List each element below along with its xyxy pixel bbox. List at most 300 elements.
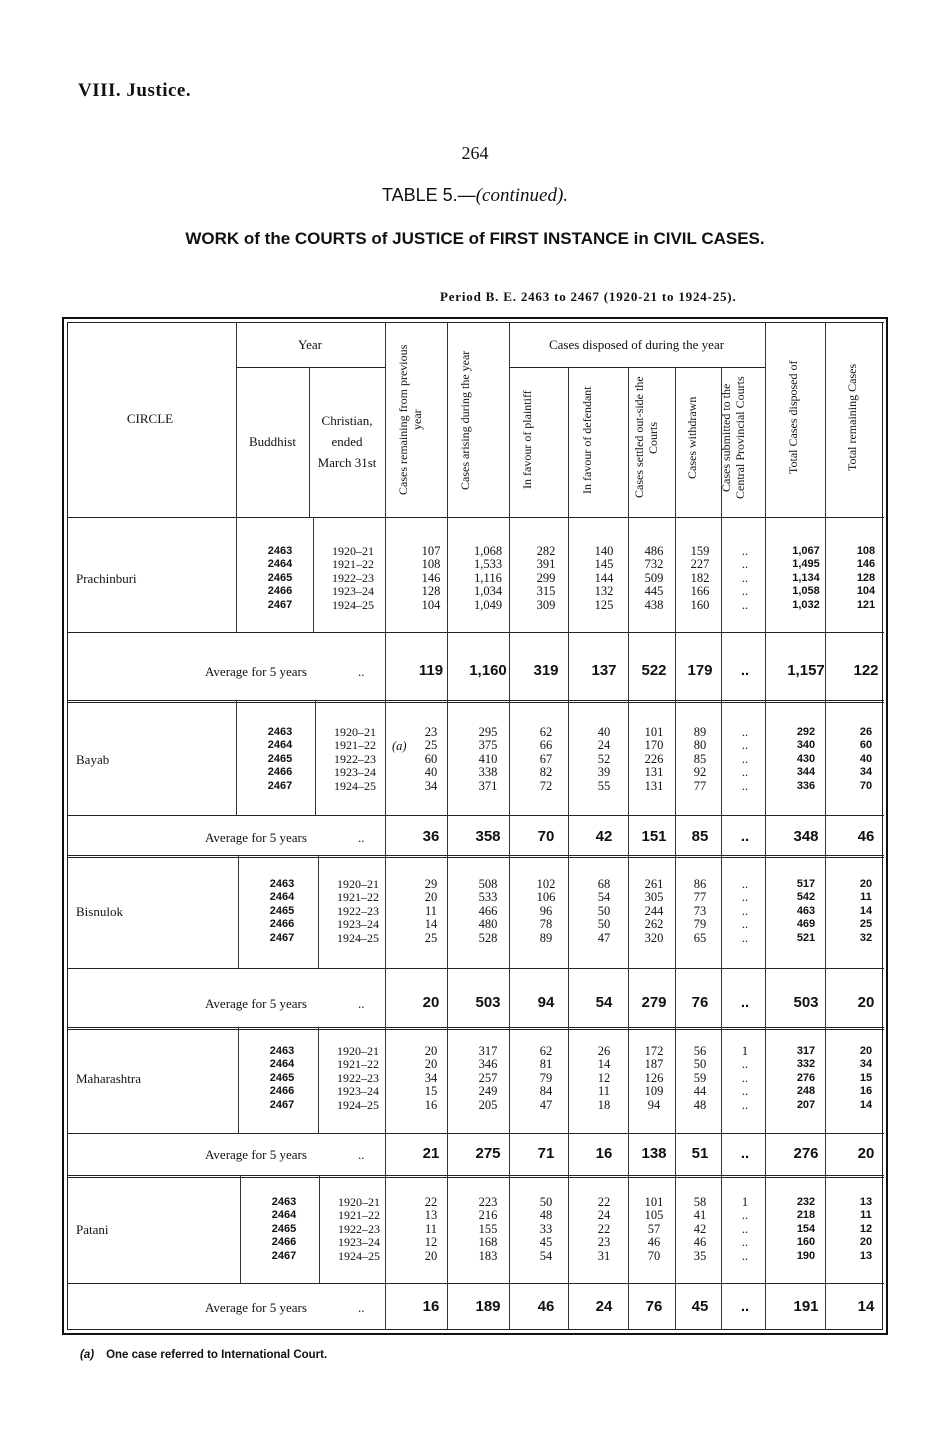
table-cell-defendant: 24 [597,738,611,753]
christian-year: 1921–22 [332,557,374,572]
table-cell-arising: 371 [478,778,498,793]
column-divider [313,517,314,632]
table-cell-total-remaining: 11 [860,1209,872,1222]
header-total-remaining: Total remaining Cases [845,363,859,472]
table-cell-settled: 438 [644,597,664,612]
disposed-subheader-rule [509,367,765,368]
header-circle: CIRCLE [126,411,174,426]
table-cell-defendant: 40 [597,725,611,739]
table-cell-plaintiff: 106 [536,890,556,905]
table-cell-remaining-prev: 22 [424,1195,438,1209]
average-value-plaintiff: 70 [537,828,555,845]
average-rule [67,1133,884,1134]
table-cell-total-remaining: 11 [860,891,872,904]
average-label-dots: .. [358,996,365,1011]
table-cell-total-remaining: 40 [859,752,873,765]
circle-name: Bisnulok [76,904,123,919]
table-cell-defendant: 52 [597,751,611,766]
table-cell-total-disposed: 340 [796,739,816,752]
table-cell-remaining-prev: 11 [424,903,438,918]
table-cell-total-remaining: 104 [856,585,876,598]
header-christian-line1: Christian, [321,413,373,428]
christian-year: 1920–21 [337,877,379,891]
buddhist-year: 2464 [267,558,293,571]
table-cell-submitted: .. [741,570,749,585]
table-cell-remaining-prev: 104 [421,597,441,612]
table-cell-plaintiff: 299 [536,570,556,585]
table-cell-withdrawn: 80 [693,738,707,753]
table-cell-total-disposed: 469 [796,918,816,931]
average-value-remaining-prev: 21 [422,1145,440,1162]
header-divider [509,323,510,517]
average-value-total-remaining: 20 [857,994,875,1011]
table-cell-settled: 170 [644,738,664,753]
buddhist-year: 2463 [269,878,295,890]
header-divider [236,323,237,517]
table-cell-defendant: 26 [597,1044,611,1058]
table-cell-withdrawn: 160 [690,597,710,612]
table-cell-arising: 533 [478,890,498,905]
table-cell-defendant: 54 [597,890,611,905]
table-cell-defendant: 50 [597,917,611,932]
table-cell-total-remaining: 146 [856,558,876,571]
table-cell-total-remaining: 60 [859,739,873,752]
average-value-plaintiff: 94 [537,994,555,1011]
average-value-defendant: 42 [595,828,613,845]
table-cell-plaintiff: 62 [539,1044,553,1058]
table-cell-arising: 508 [478,877,498,891]
header-divider [309,367,310,517]
table-cell-settled: 105 [644,1208,664,1223]
table-cell-arising: 257 [478,1070,498,1085]
table-cell-withdrawn: 46 [693,1235,707,1250]
table-cell-remaining-prev: 13 [424,1208,438,1223]
buddhist-year: 2466 [267,766,293,779]
buddhist-year: 2466 [269,1085,295,1098]
table-cell-total-disposed: 1,067 [792,545,820,557]
table-cell-remaining-prev: 20 [424,1057,438,1072]
table-cell-total-disposed: 542 [796,891,816,904]
table-cell-total-disposed: 1,058 [792,585,820,598]
table-cell-total-remaining: 32 [859,931,873,944]
table-cell-settled: 445 [644,584,664,599]
table-cell-arising: 375 [478,738,498,753]
table-cell-settled: 70 [647,1248,661,1263]
christian-year: 1924–25 [338,1248,380,1263]
table-cell-remaining-prev: 20 [424,890,438,905]
table-title-main: TABLE 5.— [381,185,476,205]
average-value-defendant: 24 [595,1298,613,1315]
period-line: Period B. E. 2463 to 2467 (1920-21 to 1924-25). [440,289,737,304]
buddhist-year: 2465 [267,571,293,584]
table-cell-arising: 317 [478,1044,498,1058]
table-cell-submitted: .. [741,917,749,932]
table-cell-arising: 480 [478,917,498,932]
average-value-submitted: .. [740,828,750,845]
table-cell-settled: 262 [644,917,664,932]
table-cell-total-remaining: 121 [856,598,876,611]
table-cell-total-remaining: 13 [859,1196,873,1208]
header-divider [825,323,826,517]
average-value-submitted: .. [740,1145,750,1162]
header-remaining-prev: Cases remaining from previous year [396,344,424,496]
christian-year: 1923–24 [332,584,374,599]
table-cell-defendant: 125 [594,597,614,612]
table-cell-total-disposed: 248 [796,1085,816,1098]
table-cell-settled: 126 [644,1070,664,1085]
table-cell-total-remaining: 108 [856,545,876,557]
table-cell-total-disposed: 207 [796,1098,816,1111]
header-christian-line3: March 31st [317,455,377,470]
circle-block-rule [67,700,884,703]
average-value-withdrawn: 51 [691,1145,709,1162]
average-label: Average for 5 years [205,664,307,679]
buddhist-year: 2465 [269,904,295,917]
christian-year: 1923–24 [337,917,379,932]
table-cell-arising: 183 [478,1248,498,1263]
table-cell-defendant: 140 [594,544,614,558]
buddhist-year: 2464 [269,1058,295,1071]
table-cell-settled: 94 [647,1097,661,1112]
table-cell-plaintiff: 282 [536,544,556,558]
table-cell-plaintiff: 84 [539,1084,553,1099]
table-cell-settled: 244 [644,903,664,918]
table-cell-plaintiff: 79 [539,1070,553,1085]
table-cell-defendant: 22 [597,1195,611,1209]
buddhist-year: 2466 [267,585,293,598]
buddhist-year: 2463 [267,726,293,738]
table-cell-total-remaining: 15 [859,1071,873,1084]
table-cell-defendant: 68 [597,877,611,891]
table-cell-remaining-prev: 23 [424,725,438,739]
table-cell-total-disposed: 276 [796,1071,816,1084]
table-cell-plaintiff: 47 [539,1097,553,1112]
table-cell-arising: 1,068 [473,544,503,558]
table-cell-submitted: .. [741,1248,749,1263]
christian-year: 1924–25 [334,778,376,793]
table-cell-settled: 187 [644,1057,664,1072]
table-cell-settled: 486 [644,544,664,558]
table-cell-total-remaining: 20 [859,878,873,890]
footnote-marker: (a) [80,1349,95,1361]
average-value-withdrawn: 76 [691,994,709,1011]
average-value-plaintiff: 71 [537,1145,555,1162]
average-value-defendant: 54 [595,994,613,1011]
table-cell-arising: 205 [478,1097,498,1112]
table-cell-arising: 1,034 [473,584,503,599]
footnote-text: One case referred to International Court. [106,1349,328,1361]
table-cell-settled: 101 [644,1195,664,1209]
table-cell-submitted: .. [741,1070,749,1085]
header-withdrawn: Cases withdrawn [685,396,699,479]
table-cell-plaintiff: 82 [539,765,553,780]
table-cell-remaining-prev: 25 [424,930,438,945]
table-cell-submitted: .. [741,544,749,558]
header-divider [628,367,629,517]
table-cell-defendant: 145 [594,557,614,572]
table-cell-defendant: 50 [597,903,611,918]
christian-year: 1924–25 [337,930,379,945]
christian-year: 1923–24 [338,1235,380,1250]
table-cell-submitted: .. [741,903,749,918]
table-cell-total-remaining: 12 [859,1222,873,1235]
table-cell-submitted: .. [741,1084,749,1099]
circle-block-rule [67,855,884,858]
average-value-defendant: 16 [595,1145,613,1162]
header-rule [67,322,884,323]
table-title-continued: (continued). [475,185,569,206]
table-cell-total-disposed: 332 [796,1058,816,1071]
table-cell-withdrawn: 77 [693,778,707,793]
average-value-plaintiff: 46 [537,1298,555,1315]
table-cell-arising: 528 [478,930,498,945]
table-cell-total-disposed: 521 [796,931,816,944]
column-divider [319,1175,320,1283]
christian-year: 1924–25 [332,597,374,612]
average-value-withdrawn: 45 [691,1298,709,1315]
column-divider [236,517,237,632]
table-cell-total-remaining: 14 [859,1098,873,1111]
average-value-total-disposed: 276 [793,1145,819,1162]
table-cell-withdrawn: 79 [693,917,707,932]
table-subtitle: WORK of the COURTS of JUSTICE of FIRST INSTANCE in CIVIL CASES. [185,229,765,248]
header-year: Year [298,337,322,352]
table-cell-total-disposed: 190 [796,1249,816,1262]
circle-name: Prachinburi [76,571,137,586]
table-cell-total-disposed: 317 [796,1045,816,1057]
table-cell-withdrawn: 77 [693,890,707,905]
table-cell-settled: 261 [644,877,664,891]
christian-year: 1920–21 [334,725,376,739]
circle-block-rule [67,1175,884,1178]
table-cell-remaining-prev: 20 [424,1044,438,1058]
column-divider [236,700,237,815]
table-cell-total-disposed: 232 [796,1196,816,1208]
table-title [0,185,950,207]
table-cell-total-disposed: 1,032 [792,598,820,611]
table-cell-submitted: .. [741,1235,749,1250]
table-cell-total-remaining: 20 [859,1236,873,1249]
table-cell-remaining-prev: 14 [424,917,438,932]
buddhist-year: 2465 [267,752,293,765]
table-cell-defendant: 22 [597,1221,611,1236]
header-settled-outside: Cases settled out-side the Courts [632,376,660,499]
table-cell-submitted: .. [741,890,749,905]
table-cell-settled: 131 [644,778,664,793]
header-favour-plaintiff: In favour of plaintiff [520,390,534,490]
table-cell-settled: 109 [644,1084,664,1099]
table-cell-remaining-prev: 128 [421,584,441,599]
christian-year: 1921–22 [337,890,379,905]
header-divider [675,367,676,517]
table-cell-submitted: .. [741,1221,749,1236]
average-value-settled: 151 [641,828,667,845]
table-cell-defendant: 132 [594,584,614,599]
table-cell-defendant: 31 [597,1248,611,1263]
average-label: Average for 5 years [205,1300,307,1315]
table-cell-arising: 295 [478,725,498,739]
buddhist-year: 2467 [267,779,293,792]
christian-year: 1922–23 [334,751,376,766]
table-cell-defendant: 23 [597,1235,611,1250]
column-divider [238,855,239,968]
table-cell-plaintiff: 45 [539,1235,553,1250]
table-cell-remaining-prev: 16 [424,1097,438,1112]
table-cell-total-remaining: 20 [859,1045,873,1057]
table-cell-arising: 168 [478,1235,498,1250]
average-label: Average for 5 years [205,1147,307,1162]
header-christian-line2: ended [331,434,363,449]
table-cell-remaining-prev: 11 [424,1221,438,1236]
average-label-dots: .. [358,1147,365,1162]
circle-name: Patani [76,1222,109,1237]
header-divider [765,323,766,517]
average-label-dots: .. [358,664,365,679]
table-cell-settled: 46 [647,1235,661,1250]
table-cell-arising: 1,533 [473,557,503,572]
column-divider [315,700,316,815]
table-cell-total-disposed: 1,134 [792,571,820,584]
table-cell-total-disposed: 218 [796,1209,816,1222]
buddhist-year: 2463 [271,1196,297,1208]
average-value-submitted: .. [740,994,750,1011]
table-cell-submitted: .. [741,1208,749,1223]
footnote [80,1349,327,1361]
table-cell-plaintiff: 54 [539,1248,553,1263]
table-cell-withdrawn: 41 [693,1208,707,1223]
buddhist-year: 2463 [267,545,293,557]
header-arising: Cases arising during the year [458,350,472,490]
table-cell-defendant: 18 [597,1097,611,1112]
buddhist-year: 2466 [271,1236,297,1249]
table-cell-arising: 223 [478,1195,498,1209]
buddhist-year: 2464 [269,891,295,904]
table-cell-arising: 155 [478,1221,498,1236]
table-cell-withdrawn: 86 [693,877,707,891]
table-cell-total-disposed: 1,495 [792,558,820,571]
table-cell-submitted: .. [741,877,749,891]
christian-year: 1920–21 [332,544,374,558]
table-cell-plaintiff: 96 [539,903,553,918]
table-cell-remaining-prev: 34 [424,1070,438,1085]
table-cell-submitted: .. [741,765,749,780]
header-divider [447,323,448,517]
table-cell-remaining-prev: 40 [424,765,438,780]
table-cell-submitted: .. [741,725,749,739]
christian-year: 1923–24 [337,1084,379,1099]
table-cell-remaining-prev: 60 [424,751,438,766]
average-value-remaining-prev: 16 [422,1298,440,1315]
table-cell-remaining-prev: 29 [424,877,438,891]
table-cell-withdrawn: 50 [693,1057,707,1072]
table-cell-remaining-prev: 25 [424,738,438,753]
table-cell-submitted: .. [741,930,749,945]
average-value-total-remaining: 46 [857,828,875,845]
christian-year: 1922–23 [337,903,379,918]
table-cell-arising: 249 [478,1084,498,1099]
table-cell-defendant: 144 [594,570,614,585]
table-cell-submitted: .. [741,557,749,572]
table-cell-plaintiff: 391 [536,557,556,572]
table-cell-withdrawn: 166 [690,584,710,599]
average-label: Average for 5 years [205,830,307,845]
table-cell-plaintiff: 50 [539,1195,553,1209]
table-cell-defendant: 11 [597,1084,611,1099]
table-cell-withdrawn: 58 [693,1195,707,1209]
average-value-total-disposed: 503 [793,994,819,1011]
average-value-withdrawn: 85 [691,828,709,845]
table-cell-total-remaining: 70 [859,779,873,792]
table-cell-settled: 320 [644,930,664,945]
table-cell-settled: 305 [644,890,664,905]
buddhist-year: 2467 [267,598,293,611]
christian-year: 1921–22 [337,1057,379,1072]
column-divider [318,1027,319,1133]
table-cell-arising: 346 [478,1057,498,1072]
table-cell-withdrawn: 159 [690,544,710,558]
table-cell-defendant: 39 [597,765,611,780]
column-divider [238,1027,239,1133]
table-cell-arising: 216 [478,1208,498,1223]
table-cell-total-disposed: 430 [796,752,816,765]
table-cell-plaintiff: 66 [539,738,553,753]
table-cell-plaintiff: 89 [539,930,553,945]
christian-year: 1921–22 [338,1208,380,1223]
table-cell-defendant: 12 [597,1070,611,1085]
average-value-arising: 275 [475,1145,501,1162]
column-divider [318,855,319,968]
christian-year: 1920–21 [338,1195,380,1209]
table-cell-total-remaining: 128 [856,571,876,584]
buddhist-year: 2464 [267,739,293,752]
header-divider [385,323,386,517]
header-christian [310,410,384,473]
average-value-settled: 522 [641,662,667,679]
average-value-arising: 189 [475,1298,501,1315]
table-cell-total-remaining: 13 [859,1249,873,1262]
table-cell-settled: 732 [644,557,664,572]
average-value-settled: 138 [641,1145,667,1162]
table-cell-total-remaining: 34 [859,766,873,779]
buddhist-year: 2467 [271,1249,297,1262]
average-value-total-disposed: 348 [793,828,819,845]
table-cell-plaintiff: 48 [539,1208,553,1223]
table-cell-settled: 226 [644,751,664,766]
average-rule [67,968,884,969]
average-value-total-remaining: 122 [853,662,879,679]
table-cell-withdrawn: 227 [690,557,710,572]
table-cell-arising: 410 [478,751,498,766]
table-cell-plaintiff: 81 [539,1057,553,1072]
table-cell-submitted: .. [741,738,749,753]
christian-year: 1923–24 [334,765,376,780]
table-cell-withdrawn: 59 [693,1070,707,1085]
average-rule [67,632,884,633]
table-cell-plaintiff: 78 [539,917,553,932]
table-cell-settled: 101 [644,725,664,739]
buddhist-year: 2464 [271,1209,297,1222]
average-label: Average for 5 years [205,996,307,1011]
table-cell-withdrawn: 42 [693,1221,707,1236]
header-favour-defendant: In favour of defendant [580,386,594,494]
circle-name: Bayab [76,752,110,767]
table-cell-submitted: .. [741,1057,749,1072]
table-cell-submitted: .. [741,751,749,766]
buddhist-year: 2465 [269,1071,295,1084]
circle-block-rule [67,1027,884,1030]
average-value-plaintiff: 319 [533,662,559,679]
table-cell-defendant: 14 [597,1057,611,1072]
